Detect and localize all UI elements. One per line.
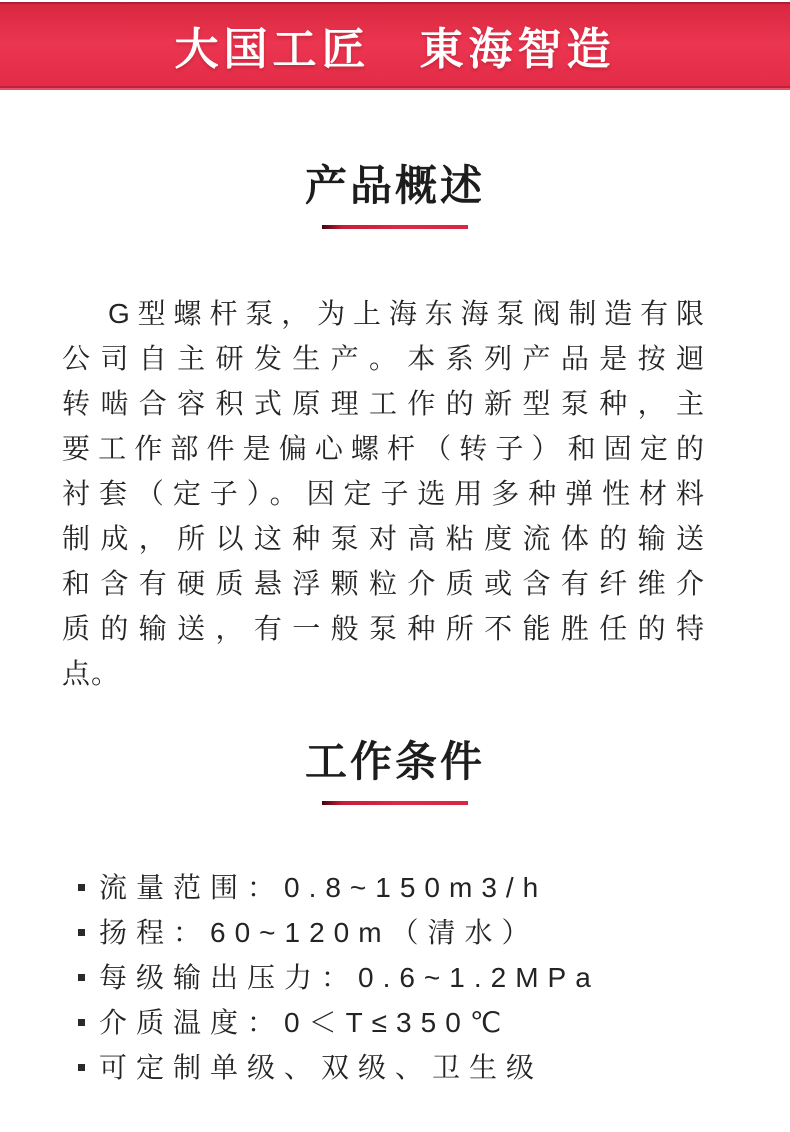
section-working-conditions xyxy=(0,696,790,1090)
bullet-dot-icon xyxy=(78,1019,85,1026)
bullet-dot-icon xyxy=(78,884,85,891)
list-item xyxy=(78,1045,750,1090)
list-item xyxy=(78,910,750,955)
condition-customization: 可定制单级、双级、卫生级 xyxy=(99,1052,544,1083)
conditions-list xyxy=(78,865,750,1090)
description-line: 衬套（定子）。因定子选用多种弹性材料 xyxy=(62,478,705,509)
section-product-overview xyxy=(0,86,790,696)
overview-section-title: 产品概述 xyxy=(304,162,485,209)
description-line: G型螺杆泵，为上海东海泵阀制造有限 xyxy=(108,298,705,329)
condition-head: 扬程：60~120m（清水） xyxy=(99,917,539,948)
conditions-title-underline xyxy=(322,801,468,805)
product-description xyxy=(62,291,705,696)
description-line: 质的输送，有一般泵种所不能胜任的特 xyxy=(62,613,705,644)
condition-stage-pressure: 每级输出压力：0.6~1.2MPa xyxy=(99,962,600,993)
product-detail-page xyxy=(0,2,790,1132)
banner-title: 大国工匠 東海智造 xyxy=(174,25,616,74)
bullet-dot-icon xyxy=(78,929,85,936)
condition-medium-temperature: 介质温度：0＜T≤350℃ xyxy=(99,1007,511,1038)
bullet-dot-icon xyxy=(78,974,85,981)
description-line: 公司自主研发生产。本系列产品是按迴 xyxy=(62,343,705,374)
description-line: 制成，所以这种泵对高粘度流体的输送 xyxy=(62,523,705,554)
condition-flow-range: 流量范围：0.8~150m3/h xyxy=(99,872,548,903)
list-item xyxy=(78,955,750,1000)
description-line: 点。 xyxy=(62,658,121,689)
description-line: 要工作部件是偏心螺杆（转子）和固定的 xyxy=(62,433,705,464)
overview-title-underline xyxy=(322,225,468,229)
description-line: 和含有硬质悬浮颗粒介质或含有纤维介 xyxy=(62,568,705,599)
description-line: 转啮合容积式原理工作的新型泵种，主 xyxy=(62,388,705,419)
top-banner xyxy=(0,2,790,86)
bullet-dot-icon xyxy=(78,1064,85,1071)
conditions-section-title: 工作条件 xyxy=(304,738,485,785)
list-item xyxy=(78,865,750,910)
list-item xyxy=(78,1000,750,1045)
